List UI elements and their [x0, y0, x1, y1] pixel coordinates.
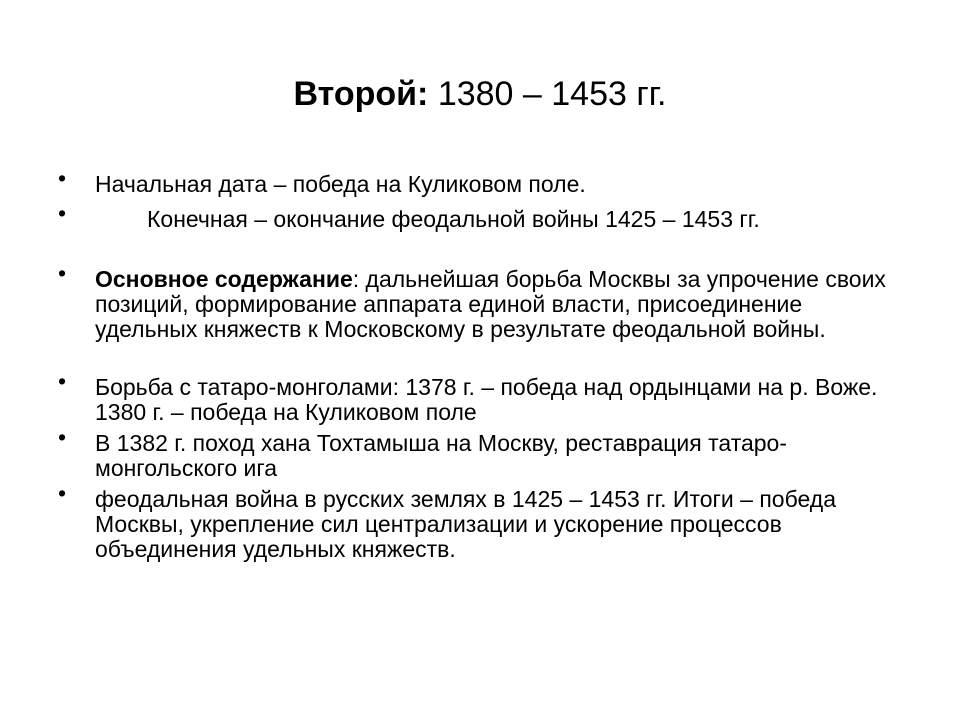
- list-item-end-date: [58, 200, 898, 232]
- list-item-text: [95, 267, 898, 342]
- bullet-icon: •: [58, 424, 67, 450]
- slide-title-bold: Второй:: [293, 75, 429, 113]
- list-item-text: Начальная дата – победа на Куликовом поле.: [95, 171, 586, 197]
- list-item-tatar-mongols: [58, 368, 898, 425]
- list-item-text: Конечная – окончание феодальной войны 1425 – 1453 гг.: [147, 206, 760, 232]
- list-item-body: : дальнейшая борьба Москвы за упрочение своих позиций, формирование аппарата единой власти, присоединение удельных княжеств к Московскому в результате феодальной войны.: [95, 266, 886, 342]
- slide-title: [0, 72, 960, 116]
- list-item-text: Борьба с татаро-монголами: 1378 г. – победа над ордынцами на р. Воже. 1380 г. – победа на Куликовом поле: [95, 374, 878, 425]
- list-item-tokhtamysh: [58, 424, 898, 481]
- bullet-icon: •: [58, 480, 67, 506]
- bullet-icon: •: [58, 368, 67, 394]
- bullet-icon: •: [58, 165, 67, 191]
- list-item-bold-label: Основное содержание: [95, 266, 353, 292]
- list-item-main-content: [58, 260, 898, 342]
- list-item-start-date: [58, 165, 898, 197]
- list-item-text: В 1382 г. поход хана Тохтамыша на Москву, реставрация татаро-монгольского ига: [95, 430, 787, 481]
- slide-title-rest: 1380 – 1453 гг.: [428, 75, 667, 113]
- list-item-text: феодальная война в русских землях в 1425 – 1453 гг. Итоги – победа Москвы, укрепление сил централизации и ускорение процессов объединения удельных княжеств.: [95, 486, 836, 562]
- bullet-icon: •: [58, 200, 67, 226]
- bullet-icon: •: [58, 260, 67, 286]
- list-item-feudal-war: [58, 480, 898, 562]
